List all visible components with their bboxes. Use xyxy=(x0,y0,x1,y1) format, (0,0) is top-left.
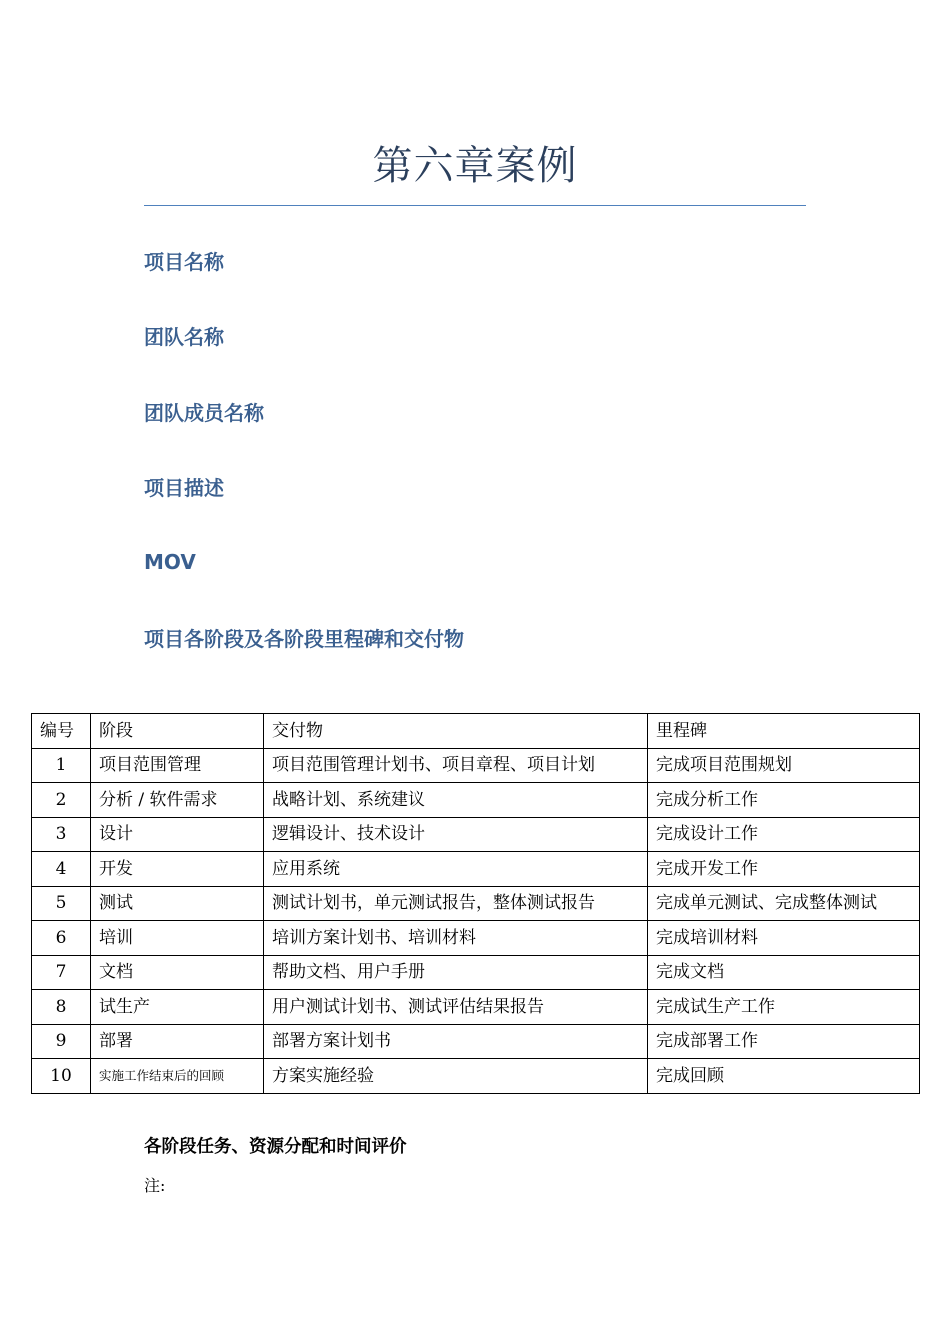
cell-deliverables: 应用系统 xyxy=(264,852,648,887)
cell-deliverables: 逻辑设计、技术设计 xyxy=(264,817,648,852)
cell-number: 5 xyxy=(32,886,91,921)
heading-task-allocation: 各阶段任务、资源分配和时间评价 xyxy=(144,1137,407,1157)
header-number: 编号 xyxy=(32,714,91,749)
cell-deliverables: 项目范围管理计划书、项目章程、项目计划 xyxy=(264,748,648,783)
table-row xyxy=(32,1059,920,1094)
note-label: 注: xyxy=(144,1176,166,1195)
header-deliverables: 交付物 xyxy=(264,714,648,749)
table-row xyxy=(32,955,920,990)
cell-milestone: 完成开发工作 xyxy=(648,852,920,887)
table-row xyxy=(32,748,920,783)
phase-table xyxy=(31,713,920,1094)
table-row xyxy=(32,783,920,818)
table-row xyxy=(32,886,920,921)
heading-project-name: 项目名称 xyxy=(144,250,224,274)
cell-milestone: 完成试生产工作 xyxy=(648,990,920,1025)
table-row xyxy=(32,1024,920,1059)
heading-team-name: 团队名称 xyxy=(144,325,224,349)
cell-number: 10 xyxy=(32,1059,91,1094)
table-row xyxy=(32,990,920,1025)
table-row xyxy=(32,852,920,887)
cell-number: 2 xyxy=(32,783,91,818)
table-row xyxy=(32,921,920,956)
cell-number: 6 xyxy=(32,921,91,956)
cell-milestone: 完成分析工作 xyxy=(648,783,920,818)
heading-project-description: 项目描述 xyxy=(144,476,224,500)
header-phase: 阶段 xyxy=(91,714,264,749)
cell-number: 7 xyxy=(32,955,91,990)
cell-milestone: 完成文档 xyxy=(648,955,920,990)
cell-deliverables: 战略计划、系统建议 xyxy=(264,783,648,818)
cell-deliverables: 方案实施经验 xyxy=(264,1059,648,1094)
cell-phase: 开发 xyxy=(91,852,264,887)
title-divider xyxy=(144,205,806,206)
cell-phase: 部署 xyxy=(91,1024,264,1059)
cell-number: 8 xyxy=(32,990,91,1025)
cell-milestone: 完成设计工作 xyxy=(648,817,920,852)
cell-milestone: 完成培训材料 xyxy=(648,921,920,956)
cell-phase: 试生产 xyxy=(91,990,264,1025)
cell-phase: 实施工作结束后的回顾 xyxy=(91,1059,264,1094)
heading-phases-milestones: 项目各阶段及各阶段里程碑和交付物 xyxy=(144,627,464,651)
header-milestone: 里程碑 xyxy=(648,714,920,749)
cell-milestone: 完成部署工作 xyxy=(648,1024,920,1059)
cell-phase: 设计 xyxy=(91,817,264,852)
cell-deliverables: 帮助文档、用户手册 xyxy=(264,955,648,990)
cell-milestone: 完成单元测试、完成整体测试 xyxy=(648,886,920,921)
heading-team-members: 团队成员名称 xyxy=(144,401,264,425)
cell-phase: 文档 xyxy=(91,955,264,990)
cell-number: 4 xyxy=(32,852,91,887)
cell-deliverables: 用户测试计划书、测试评估结果报告 xyxy=(264,990,648,1025)
table-header-row xyxy=(32,714,920,749)
cell-phase: 测试 xyxy=(91,886,264,921)
cell-number: 1 xyxy=(32,748,91,783)
cell-number: 3 xyxy=(32,817,91,852)
cell-phase: 分析 / 软件需求 xyxy=(91,783,264,818)
heading-mov: MOV xyxy=(144,550,196,574)
cell-deliverables: 培训方案计划书、培训材料 xyxy=(264,921,648,956)
cell-milestone: 完成项目范围规划 xyxy=(648,748,920,783)
cell-milestone: 完成回顾 xyxy=(648,1059,920,1094)
table-row xyxy=(32,817,920,852)
cell-phase: 培训 xyxy=(91,921,264,956)
cell-deliverables: 测试计划书，单元测试报告，整体测试报告 xyxy=(264,886,648,921)
cell-phase: 项目范围管理 xyxy=(91,748,264,783)
cell-deliverables: 部署方案计划书 xyxy=(264,1024,648,1059)
cell-number: 9 xyxy=(32,1024,91,1059)
page-title: 第六章案例 xyxy=(372,143,578,189)
